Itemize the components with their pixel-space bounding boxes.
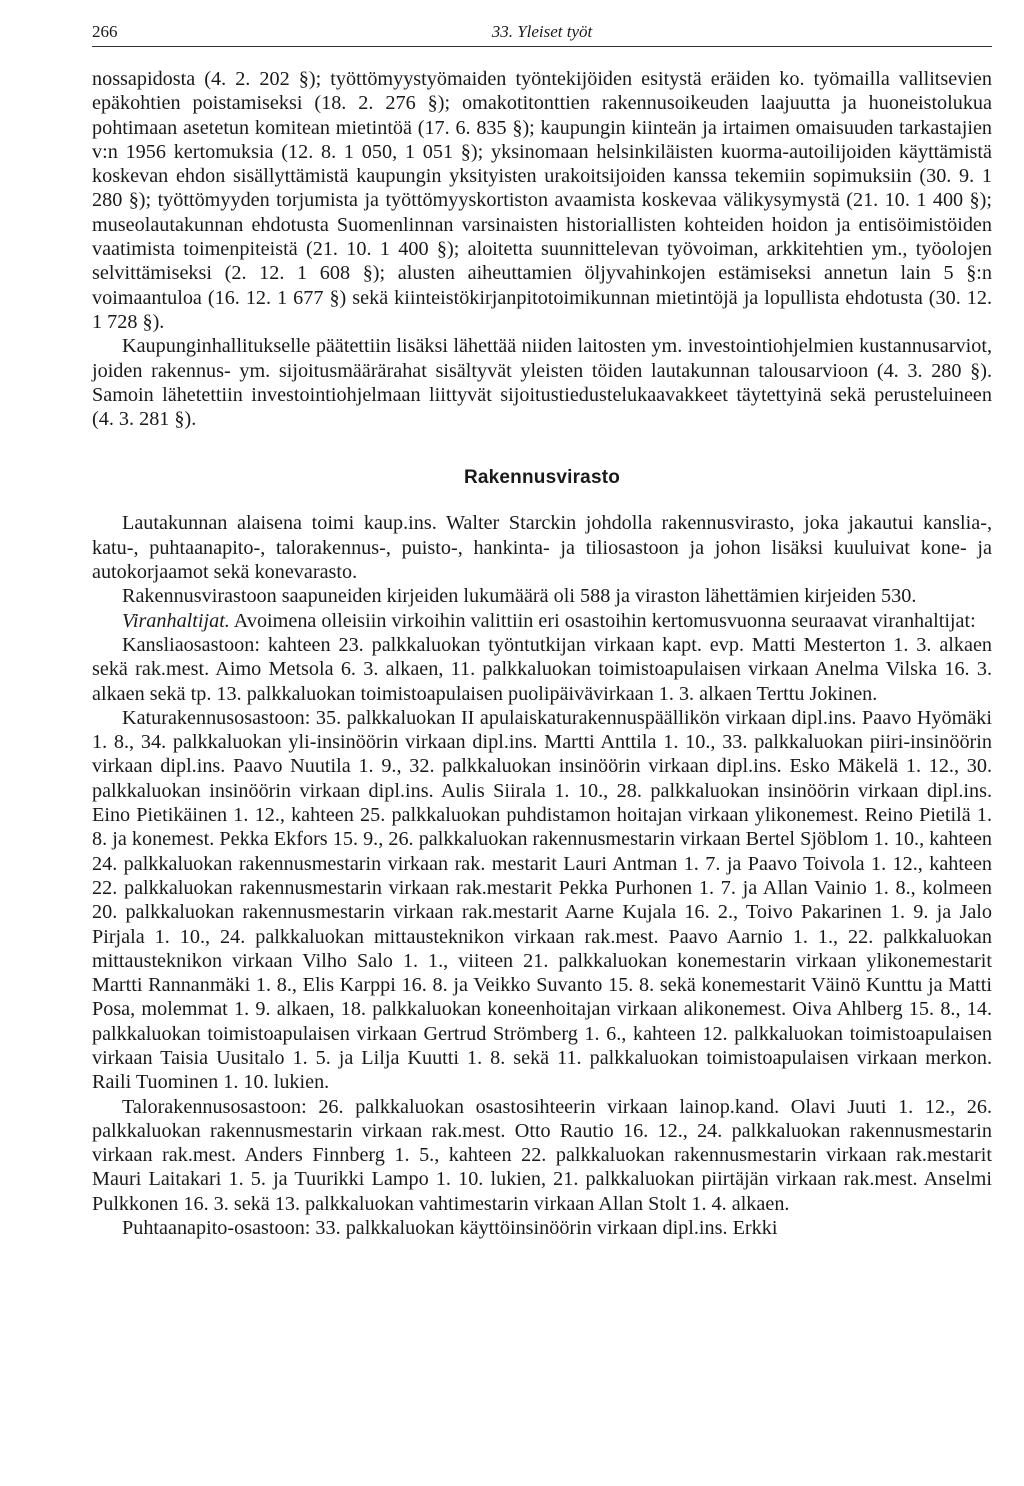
page-number: 266: [92, 22, 118, 41]
paragraph-lead-label: Viranhaltijat.: [122, 609, 230, 632]
paragraph: Talorakennusosastoon: 26. palkkaluokan osastosihteerin virkaan lainop.kand. Olavi Juuti 1. 12., 26. palkkaluokan rakennusmestarin virkaan rak.mest. Otto Rautio 16. 12., 24. palkkaluokan rakennusmestarin virkaan rak.mest. Anders Finnberg 1. 5., kahteen 22. palkkaluokan rakennusmestarin virkaan rak.mestarit Mauri Laitakari 1. 5. ja Tuurikki Lampo 1. 10. lukien, 21. palkkaluokan piirtäjän virkaan rak.mest. Anselmi Pulkkonen 16. 3. sekä 13. palkkaluokan vahtimestarin virkaan Allan Stolt 1. 4. alkaen.: [92, 1095, 992, 1215]
body-text: [92, 67, 992, 1240]
paragraph: Lautakunnan alaisena toimi kaup.ins. Walter Starckin johdolla rakennusvirasto, joka jakautui kanslia-, katu-, puhtaanapito-, talorakennus-, puisto-, hankinta- ja tiliosastoon ja johon lisäksi kuuluivat kone- ja autokorjaamot sekä konevarasto.: [92, 512, 992, 584]
paragraph-text: Avoimena olleisiin virkoihin valittiin eri osastoihin kertomusvuonna seuraavat viranhaltijat:: [229, 609, 976, 632]
paragraph: [92, 609, 992, 633]
paragraph: Katurakennusosastoon: 35. palkkaluokan II apulaiskaturakennuspäällikön virkaan dipl.ins. Paavo Hyömäki 1. 8., 34. palkkaluokan yli-insinöörin virkaan dipl.ins. Martti Anttila 1. 10., 33. palkkaluokan piiri-insinöörin virkaan dipl.ins. Paavo Nuutila 1. 9., 32. palkkaluokan insinöörin virkaan dipl.ins. Esko Mäkelä 1. 12., 30. palkkaluokan insinöörin virkaan dipl.ins. Aulis Siirala 1. 10., 28. palkkaluokan insinöörin virkaan dipl.ins. Eino Pietikäinen 1. 12., kahteen 25. palkkaluokan puhdistamon hoitajan virkaan ylikonemest. Reino Pietilä 1. 8. ja konemest. Pekka Ekfors 15. 9., 26. palkkaluokan rakennusmestarin virkaan Bertel Sjöblom 1. 10., kahteen 24. palkkaluokan rakennusmestarin virkaan rak. mestarit Lauri Antman 1. 7. ja Paavo Toivola 1. 12., kahteen 22. palkkaluokan rakennusmestarin virkaan rak.mestarit Pekka Purhonen 1. 7. ja Allan Vainio 1. 8., kolmeen 20. palkkaluokan rakennusmestarin virkaan rak.mestarit Aarne Kujala 16. 2., Toivo Pakarinen 1. 9. ja Jalo Pirjala 1. 10., 24. palkkaluokan mittausteknikon virkaan rak.mest. Paavo Aarnio 1. 1., 22. palkkaluokan mittausteknikon virkaan Vilho Salo 1. 1., viiteen 21. palkkaluokan konemestarin virkaan ylikonemestarit Martti Rannanmäki 1. 8., Elis Karppi 16. 8. ja Veikko Suvanto 15. 8. sekä konemestarit Väinö Kunttu ja Matti Posa, molemmat 1. 9. alkaen, 18. palkkaluokan koneenhoitajan virkaan alikonemest. Oiva Ahlberg 15. 8., 14. palkkaluokan toimistoapulaisen virkaan Gertrud Strömberg 1. 6., kahteen 12. palkkaluokan toimistoapulaisen virkaan Taisia Uusitalo 1. 5. ja Lilja Kuutti 1. 8. sekä 11. palkkaluokan toimistoapulaisen virkaan merkon. Raili Tuominen 1. 10. lukien.: [92, 706, 992, 1094]
paragraph: Kaupunginhallitukselle päätettiin lisäksi lähettää niiden laitosten ym. investointiohjelmien kustannusarviot, joiden rakennus- ym. sijoitusmäärärahat sisältyvät yleisten töiden lautakunnan talousarvioon (4. 3. 280 §). Samoin lähetettiin investointiohjelmaan liittyvät sijoitustiedustelukaavakkeet täytettyinä sekä perusteluineen (4. 3. 281 §).: [92, 335, 992, 431]
paragraph: Kansliaosastoon: kahteen 23. palkkaluokan työntutkijan virkaan kapt. evp. Matti Mesterton 1. 3. alkaen sekä rak.mest. Aimo Metsola 6. 3. alkaen, 11. palkkaluokan toimistoapulaisen virkaan Anelma Vilska 16. 3. alkaen sekä tp. 13. palkkaluokan toimistoapulaisen puolipäivävirkaan 1. 3. alkaen Terttu Jokinen.: [92, 633, 992, 705]
running-title: 33. Yleiset työt: [491, 22, 593, 41]
paragraph: Rakennusvirastoon saapuneiden kirjeiden lukumäärä oli 588 ja viraston lähettämien kirjeiden 530.: [122, 585, 917, 608]
paragraph: nossapidosta (4. 2. 202 §); työttömyystyömaiden työntekijöiden esitystä eräiden ko. työmailla vallitsevien epäkohtien poistamiseksi (18. 2. 276 §); omakotitonttien rakennusoikeuden laajuutta ja huoneistolukua pohtimaan asetetun komitean mietintöä (17. 6. 835 §); kaupungin kiinteän ja irtaimen omaisuuden tarkastajien v:n 1956 kertomuksia (12. 8. 1 050, 1 051 §); yksinomaan helsinkiläisten kuorma-autoilijoiden käyttämistä koskevan ehdon sisällyttämistä kaupungin yksityisten urakoitsijoiden kanssa tekemiin sopimuksiin (30. 9. 1 280 §); työttömyyden torjumista ja työttömyyskortiston avaamista koskevaa välikysymystä (21. 10. 1 400 §); museolautakunnan ehdotusta Suomenlinnan varsinaisten historiallisten kohteiden hoidon ja entisöimistöiden vaatimista toimenpiteistä (21. 10. 1 400 §); aloitetta suunnittelevan työvoiman, arkkitehtien ym., työolojen selvittämiseksi (2. 12. 1 608 §); alusten aiheuttamien öljyvahinkojen estämiseksi annetun lain 5 §:n voimaantuloa (16. 12. 1 677 §) sekä kiinteistökirjanpitotoimikunnan mietintöjä ja lopullista ehdotusta (30. 12. 1 728 §).: [92, 68, 992, 333]
section-heading: Rakennusvirasto: [463, 467, 621, 489]
document-page: [92, 18, 992, 1240]
page-header: [92, 18, 992, 47]
paragraph: Puhtaanapito-osastoon: 33. palkkaluokan käyttöinsinöörin virkaan dipl.ins. Erkki: [122, 1217, 778, 1240]
